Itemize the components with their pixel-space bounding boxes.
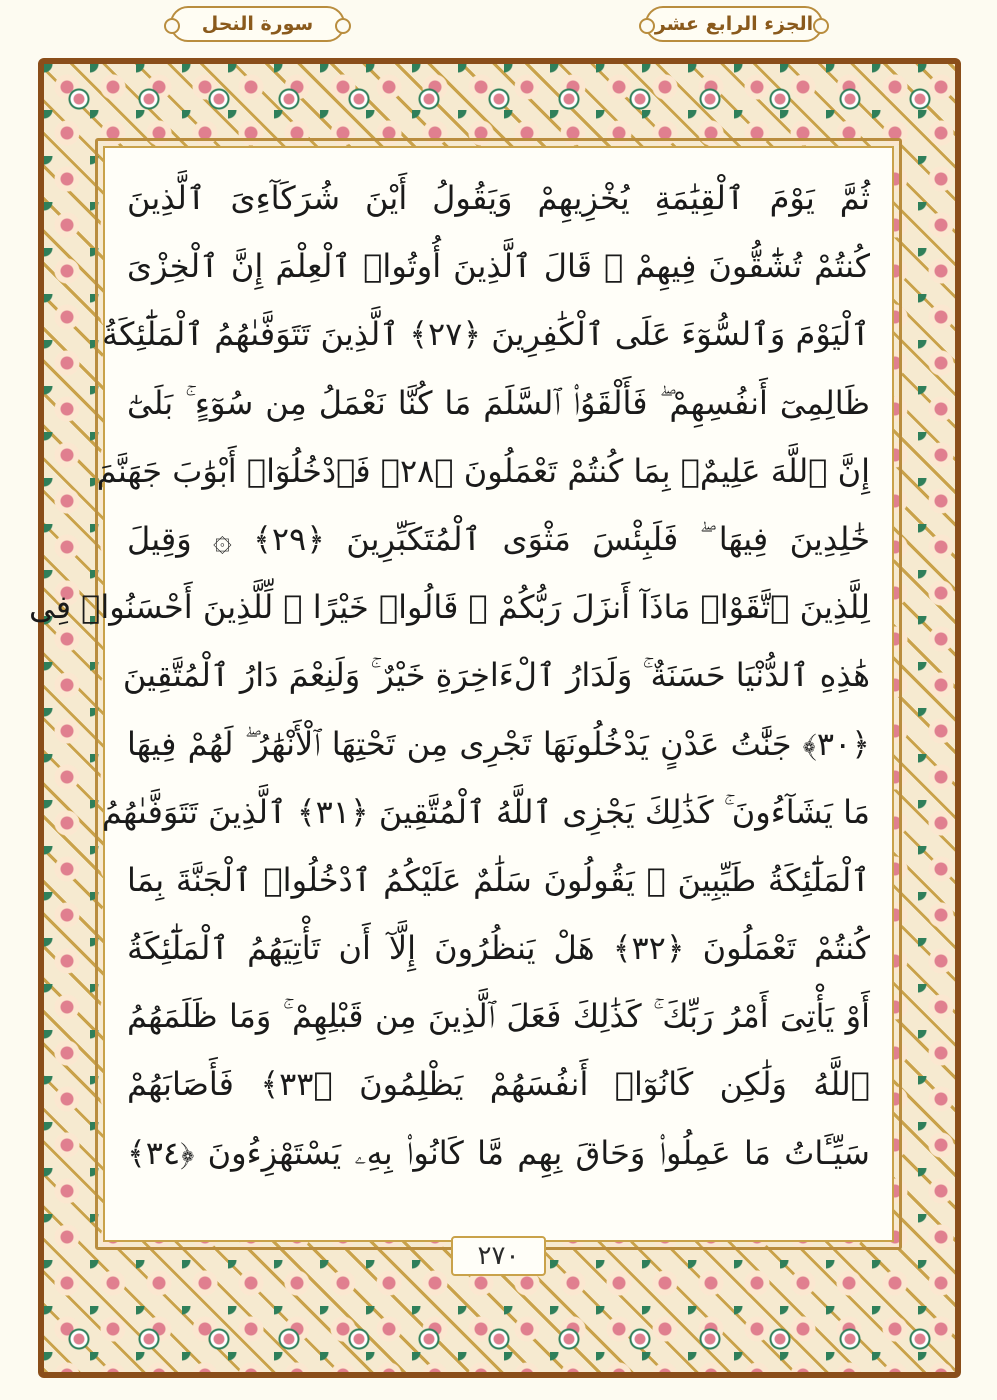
page-number: ٢٧٠	[451, 1236, 546, 1276]
verse-line: ثُمَّ يَوْمَ ٱلْقِيَٰمَةِ يُخْزِيهِمْ وَيَقُولُ أَيْنَ شُرَكَآءِىَ ٱلَّذِينَ	[127, 179, 870, 217]
flower-ornament-icon	[837, 1326, 863, 1352]
quran-text-panel	[29, 146, 894, 1242]
flower-ornament-icon	[627, 86, 653, 112]
flower-ornament-icon	[66, 1326, 92, 1352]
surah-name-label: سورة النحل	[170, 6, 345, 42]
verse-line: ٱلْيَوْمَ وَٱلسُّوٓءَ عَلَى ٱلْكَٰفِرِينَ ﴿٢٧﴾ ٱلَّذِينَ تَتَوَفَّىٰهُمُ ٱلْمَلَٰٓئِكَةُ	[101, 315, 870, 354]
flower-ornament-icon	[697, 86, 723, 112]
flower-ornament-icon	[907, 1326, 933, 1352]
verse-line: ٱللَّهُ وَلَٰكِن كَانُوٓا۟ أَنفُسَهُمْ يَظْلِمُونَ ﴿٣٣﴾ فَأَصَابَهُمْ	[127, 1065, 870, 1104]
verse-line: إِنَّ ٱللَّهَ عَلِيمٌۢ بِمَا كُنتُمْ تَعْمَلُونَ ﴿٢٨﴾ فَٱدْخُلُوٓا۟ أَبْوَٰبَ جَهَنَّمَ	[96, 451, 870, 490]
flower-ornament-icon	[346, 1326, 372, 1352]
verse-line: سَيِّـَٔاتُ مَا عَمِلُوا۟ وَحَاقَ بِهِم مَّا كَانُوا۟ بِهِۦ يَسْتَهْزِءُونَ ﴿٣٤﴾	[127, 1133, 870, 1172]
flower-ornament-icon	[276, 1326, 302, 1352]
juz-label: الجزء الرابع عشر	[645, 6, 823, 42]
verse-line: ٱلْمَلَٰٓئِكَةُ طَيِّبِينَ ۙ يَقُولُونَ سَلَٰمٌ عَلَيْكُمُ ٱدْخُلُوا۟ ٱلْجَنَّةَ بِمَا	[127, 860, 870, 899]
flower-ornament-icon	[627, 1326, 653, 1352]
flower-ornament-icon	[556, 86, 582, 112]
verse-line: كُنتُمْ تُشَٰٓقُّونَ فِيهِمْ ۚ قَالَ ٱلَّذِينَ أُوتُوا۟ ٱلْعِلْمَ إِنَّ ٱلْخِزْىَ	[127, 247, 870, 286]
flower-ornament-icon	[206, 86, 232, 112]
verse-line: لِلَّذِينَ ٱتَّقَوْا۟ مَاذَآ أَنزَلَ رَبُّكُمْ ۚ قَالُوا۟ خَيْرًا ۗ لِّلَّذِينَ أَحْسَنُوا۟ فِى	[29, 588, 870, 627]
flower-ornament-icon	[136, 86, 162, 112]
verse-line: خَٰلِدِينَ فِيهَا ۖ فَلَبِئْسَ مَثْوَى ٱلْمُتَكَبِّرِينَ ﴿٢٩﴾ ۞ وَقِيلَ	[127, 519, 871, 558]
flower-ornament-icon	[697, 1326, 723, 1352]
flower-ornament-icon	[276, 86, 302, 112]
flower-ornament-icon	[486, 1326, 512, 1352]
flower-ornament-icon	[767, 86, 793, 112]
flower-ornament-icon	[66, 86, 92, 112]
verse-line: ظَالِمِىٓ أَنفُسِهِمْ ۖ فَأَلْقَوُا۟ ٱلسَّلَمَ مَا كُنَّا نَعْمَلُ مِن سُوٓءٍ ۚ بَلَىٰٓ	[127, 383, 870, 422]
flower-ornament-icon	[556, 1326, 582, 1352]
flower-ornament-icon	[486, 86, 512, 112]
verse-line: كُنتُمْ تَعْمَلُونَ ﴿٣٢﴾ هَلْ يَنظُرُونَ إِلَّآ أَن تَأْتِيَهُمُ ٱلْمَلَٰٓئِكَةُ	[127, 929, 871, 968]
flower-ornament-icon	[206, 1326, 232, 1352]
verse-line: مَا يَشَآءُونَ ۚ كَذَٰلِكَ يَجْزِى ٱللَّهُ ٱلْمُتَّقِينَ ﴿٣١﴾ ٱلَّذِينَ تَتَوَفَّىٰهُمُ	[101, 792, 870, 831]
verse-line: أَوْ يَأْتِىَ أَمْرُ رَبِّكَ ۚ كَذَٰلِكَ فَعَلَ ٱلَّذِينَ مِن قَبْلِهِمْ ۚ وَمَا ظَلَمَهُمُ	[127, 997, 870, 1036]
flower-ornament-icon	[767, 1326, 793, 1352]
flower-ornament-icon	[907, 86, 933, 112]
flower-ornament-icon	[136, 1326, 162, 1352]
flower-ornament-icon	[416, 1326, 442, 1352]
flower-ornament-icon	[837, 86, 863, 112]
verse-line: ﴿٣٠﴾ جَنَّٰتُ عَدْنٍ يَدْخُلُونَهَا تَجْرِى مِن تَحْتِهَا ٱلْأَنْهَٰرُ ۖ لَهُمْ فِيهَا	[127, 724, 870, 763]
flower-ornament-icon	[416, 86, 442, 112]
flower-ornament-icon	[346, 86, 372, 112]
bottom-ornament-band	[44, 1304, 955, 1374]
top-ornament-band	[44, 64, 955, 134]
verse-line: هَٰذِهِ ٱلدُّنْيَا حَسَنَةٌ ۚ وَلَدَارُ ٱلْءَاخِرَةِ خَيْرٌ ۚ وَلَنِعْمَ دَارُ ٱلْمُتَّقِينَ	[122, 656, 870, 695]
